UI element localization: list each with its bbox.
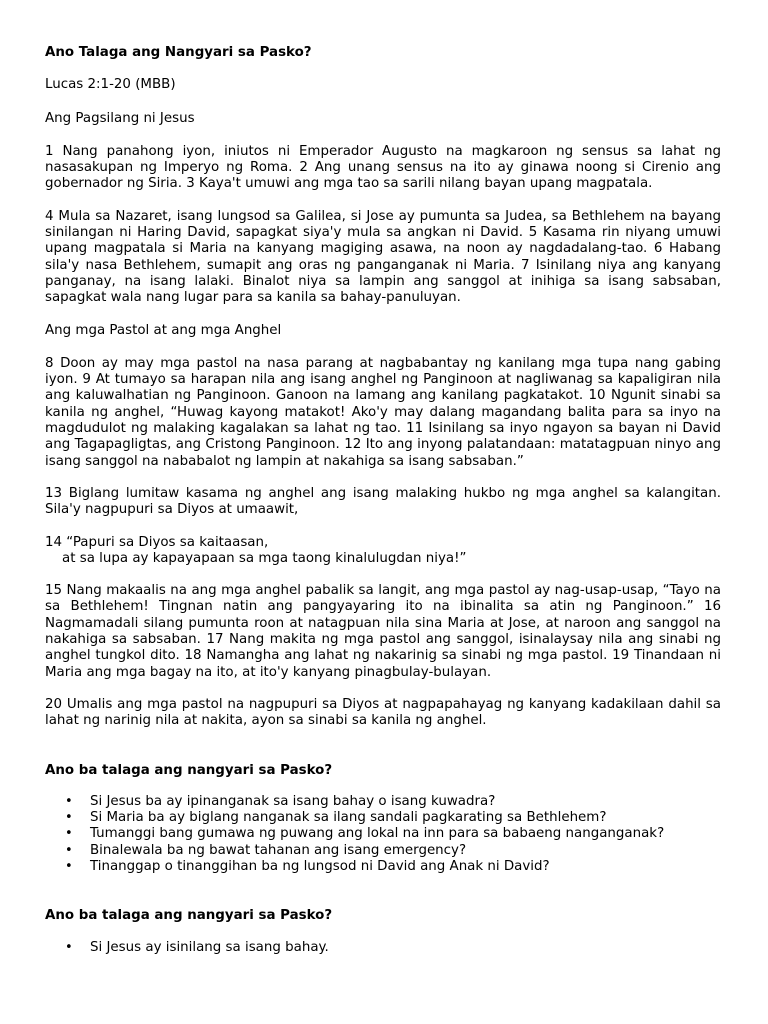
list-item-text: Si Maria ba ay biglang nanganak sa ilang sandali pagkarating sa Bethlehem? — [90, 810, 607, 826]
list-item-text: Si Jesus ay isinilang sa isang bahay. — [90, 939, 329, 955]
paragraph-verses-4-7: 4 Mula sa Nazaret, isang lungsod sa Galilea, si Jose ay pumunta sa Judea, sa Bethlehem na bayang sinilangan ni Haring David, sapagkat siya'y mula sa angkan ni David. 5 Kasama rin niyang umuwi upang magpatala si Maria na kanyang magiging asawa, na noon ay nagdadalang-tao. 6 Habang sila'y nasa Bethlehem, sumapit ang oras ng panganganak ni Maria. 7 Isinilang niya ang kanyang panganay, na isang lalaki. Binalot niya sa lampin ang sanggol at inihiga sa isang sabsaban, sapagkat wala nang lugar para sa kanila sa bahay-panuluyan. — [45, 208, 721, 306]
bullet-icon: • — [65, 858, 73, 874]
verse-14-song — [45, 535, 721, 568]
question-heading-1: Ano ba talaga ang nangyari sa Pasko? — [45, 762, 333, 778]
verse-14-line-2: at sa lupa ay kapayapaan sa mga taong kinalulugdan niya!” — [62, 550, 467, 566]
list-item — [45, 843, 721, 859]
paragraph-verse-13: 13 Biglang lumitaw kasama ng anghel ang isang malaking hukbo ng mga anghel sa kalangitan. Sila'y nagpupuri sa Diyos at umaawit, — [45, 485, 721, 518]
document-page — [45, 45, 721, 956]
bullet-icon: • — [65, 810, 73, 826]
list-item-text: Tinanggap o tinanggihan ba ng lungsod ni David ang Anak ni David? — [90, 858, 550, 874]
paragraph-verse-20: 20 Umalis ang mga pastol na nagpupuri sa Diyos at nagpapahayag ng kanyang kadakilaan dahil sa lahat ng narinig nila at nakita, ayon sa sinabi sa kanila ng anghel. — [45, 696, 721, 729]
questions-list — [45, 794, 721, 875]
paragraph-verses-1-3: 1 Nang panahong iyon, iniutos ni Emperador Augusto na magkaroon ng sensus sa lahat ng nasasakupan ng Imperyo ng Roma. 2 Ang unang sensus na ito ay ginawa noong si Cirenio ang gobernador ng Siria. 3 Kaya't umuwi ang mga tao sa sarili nilang bayan upang magpatala. — [45, 143, 721, 192]
list-item — [45, 859, 721, 875]
question-heading-2: Ano ba talaga ang nangyari sa Pasko? — [45, 908, 333, 924]
list-item — [45, 794, 721, 810]
bullet-icon: • — [65, 826, 73, 842]
list-item — [45, 810, 721, 826]
verse-14-line-1: 14 “Papuri sa Diyos sa kaitaasan, — [45, 534, 269, 550]
paragraph-verses-8-12: 8 Doon ay may mga pastol na nasa parang at nagbabantay ng kanilang mga tupa nang gabing iyon. 9 At tumayo sa harapan nila ang isang anghel ng Panginoon at nagliwanag sa kapaligiran nila ang kaluwalhatian ng Panginoon. Ganoon na lamang ang kanilang pagkatakot. 10 Ngunit sinabi sa kanila ng anghel, “Huwag kayong matakot! Ako'y may dalang magandang balita para sa inyo na magdudulot ng malaking kagalakan sa lahat ng tao. 11 Isinilang sa inyo ngayon sa bayan ni David ang Tagapagligtas, ang Cristong Panginoon. 12 Ito ang inyong palatandaan: matatagpuan ninyo ang isang sanggol na nababalot ng lampin at nakahiga sa isang sabsaban.” — [45, 355, 721, 469]
section-heading-birth: Ang Pagsilang ni Jesus — [45, 110, 195, 126]
paragraph-verses-15-19: 15 Nang makaalis na ang mga anghel pabalik sa langit, ang mga pastol ay nag-usap-usap, “Tayo na sa Bethlehem! Tingnan natin ang pangyayaring ito na ibinalita sa atin ng Panginoon.” 16 Nagmamadali silang pumunta roon at natagpuan nila sina Maria at Jose, at naroon ang sanggol na nakahiga sa sabsaban. 17 Nang makita ng mga pastol ang sanggol, isinalaysay nila ang sinabi ng anghel tungkol dito. 18 Namangha ang lahat ng nakarinig sa sinabi ng mga pastol. 19 Tinandaan ni Maria ang mga bagay na ito, at ito'y kanyang pinagbulay-bulayan. — [45, 583, 721, 680]
bullet-icon: • — [65, 793, 73, 809]
list-item — [45, 826, 721, 842]
document-title: Ano Talaga ang Nangyari sa Pasko? — [45, 45, 312, 60]
bullet-icon: • — [65, 939, 73, 955]
answers-list — [45, 940, 721, 956]
section-heading-shepherds: Ang mga Pastol at ang mga Anghel — [45, 322, 282, 338]
list-item-text: Binalewala ba ng bawat tahanan ang isang emergency? — [90, 842, 467, 858]
list-item-text: Tumanggi bang gumawa ng puwang ang lokal na inn para sa babaeng nanganganak? — [90, 826, 665, 842]
scripture-reference: Lucas 2:1-20 (MBB) — [45, 77, 176, 93]
bullet-icon: • — [65, 842, 73, 858]
list-item — [45, 940, 721, 956]
list-item-text: Si Jesus ba ay ipinanganak sa isang bahay o isang kuwadra? — [90, 793, 496, 809]
